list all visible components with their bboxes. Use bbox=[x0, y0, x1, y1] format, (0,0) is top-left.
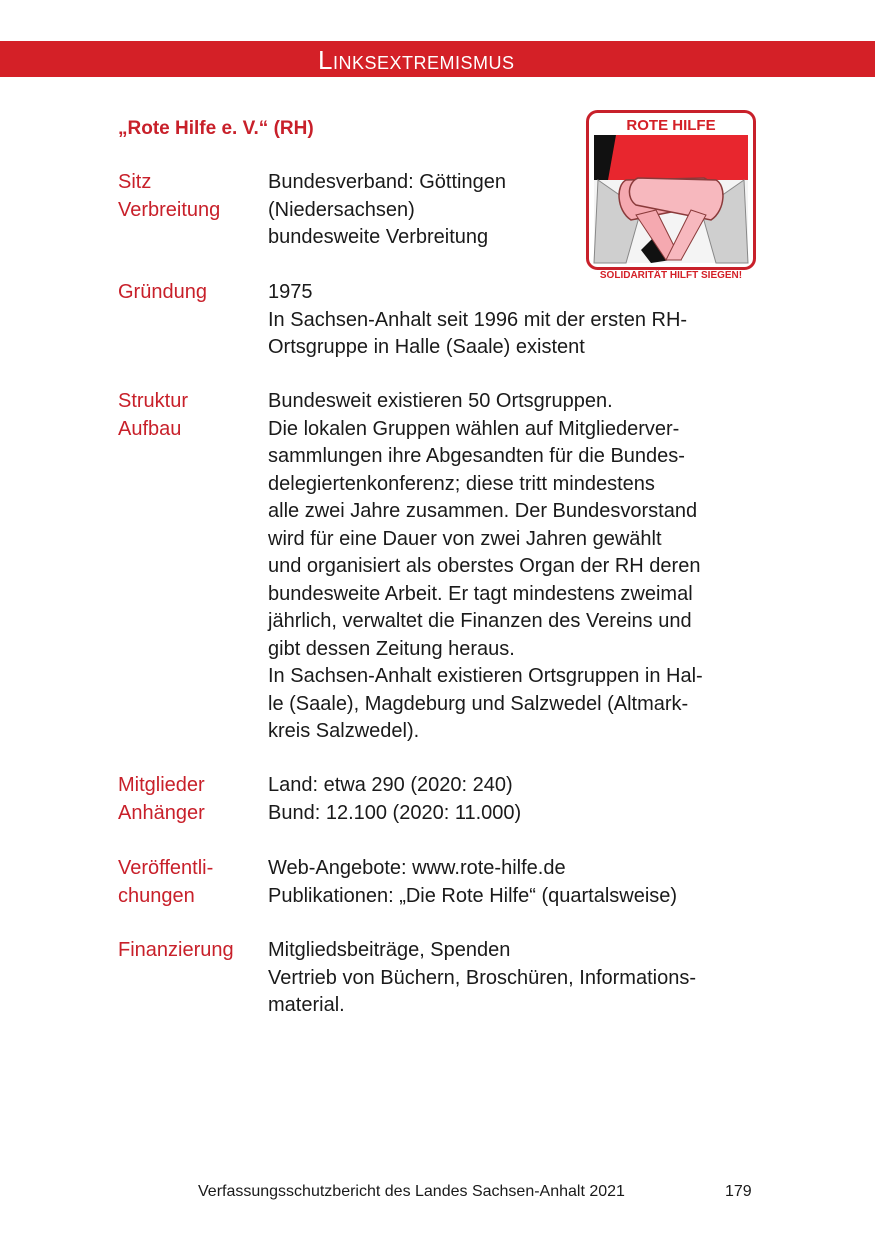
text-line: und organisiert als oberstes Organ der RH deren bbox=[268, 555, 701, 577]
label-line: Finanzierung bbox=[118, 939, 234, 961]
text-line: delegiertenkonferenz; diese tritt mindestens bbox=[268, 472, 655, 495]
label-finanzierung bbox=[118, 937, 263, 965]
label-veroeffentlichungen bbox=[118, 855, 263, 910]
label-line: chungen bbox=[118, 884, 195, 907]
label-gruendung bbox=[118, 279, 263, 307]
text-line: gibt dessen Zeitung heraus. bbox=[268, 637, 515, 660]
label-line: Struktur bbox=[118, 390, 189, 412]
rote-hilfe-logo bbox=[586, 110, 756, 282]
label-line: Verbreitung bbox=[118, 198, 221, 221]
text-line: sammlungen ihre Abgesandten für die Bundes- bbox=[268, 445, 685, 467]
section-heading: Linksextremismus bbox=[318, 45, 515, 75]
text-line: bundesweite Verbreitung bbox=[268, 226, 489, 248]
text-line: Bundesweit existieren 50 Ortsgruppen. bbox=[268, 390, 613, 412]
label-line: Aufbau bbox=[118, 417, 182, 440]
text-line: Bundesverband: Göttingen bbox=[268, 171, 506, 193]
text-line: jährlich, verwaltet die Finanzen des Vereins und bbox=[268, 610, 692, 632]
label-sitz bbox=[118, 169, 263, 224]
text-finanzierung bbox=[268, 937, 768, 1020]
text-line: Land: etwa 290 (2020: 240) bbox=[268, 774, 513, 796]
text-line: (Niedersachsen) bbox=[268, 198, 415, 221]
logo-bottom-text: SOLIDARITÄT HILFT SIEGEN! bbox=[599, 270, 743, 281]
text-line: Die lokalen Gruppen wählen auf Mitgliederver- bbox=[268, 417, 680, 440]
text-line: In Sachsen-Anhalt existieren Ortsgruppen in Hal- bbox=[268, 665, 703, 687]
text-gruendung bbox=[268, 279, 768, 362]
text-sitz bbox=[268, 169, 568, 252]
label-line: Mitglieder bbox=[118, 774, 205, 796]
text-line: wird für eine Dauer von zwei Jahren gewählt bbox=[268, 527, 662, 550]
text-line: Publikationen: „Die Rote Hilfe“ (quartalsweise) bbox=[268, 884, 678, 907]
text-line: Bund: 12.100 (2020: 11.000) bbox=[268, 801, 522, 824]
text-line: In Sachsen-Anhalt seit 1996 mit der ersten RH- bbox=[268, 308, 688, 331]
text-struktur bbox=[268, 388, 768, 746]
footer-title: Verfassungsschutzbericht des Landes Sachsen-Anhalt 2021 bbox=[198, 1183, 625, 1200]
text-line: alle zwei Jahre zusammen. Der Bundesvorstand bbox=[268, 500, 698, 522]
logo-top-text: ROTE HILFE bbox=[626, 117, 716, 134]
label-line: Sitz bbox=[118, 171, 152, 193]
label-line: Veröffentli- bbox=[118, 857, 214, 879]
text-line: Mitgliedsbeiträge, Spenden bbox=[268, 939, 511, 961]
text-line: 1975 bbox=[268, 281, 313, 303]
label-line: Gründung bbox=[118, 281, 207, 303]
text-line: bundesweite Arbeit. Er tagt mindestens zweimal bbox=[268, 582, 693, 605]
text-mitglieder bbox=[268, 772, 768, 827]
label-mitglieder bbox=[118, 772, 263, 827]
text-line: Ortsgruppe in Halle (Saale) existent bbox=[268, 336, 585, 358]
text-line: material. bbox=[268, 994, 345, 1016]
text-line: kreis Salzwedel). bbox=[268, 720, 420, 742]
text-line: Vertrieb von Büchern, Broschüren, Informations- bbox=[268, 966, 696, 989]
text-veroeffentlichungen bbox=[268, 855, 768, 910]
page-number: 179 bbox=[725, 1183, 752, 1200]
text-line: le (Saale), Magdeburg und Salzwedel (Altmark- bbox=[268, 692, 689, 715]
organization-title: „Rote Hilfe e. V.“ (RH) bbox=[118, 118, 314, 139]
label-struktur bbox=[118, 388, 263, 443]
label-line: Anhänger bbox=[118, 801, 205, 824]
text-line: Web-Angebote: www.rote-hilfe.de bbox=[268, 857, 566, 879]
